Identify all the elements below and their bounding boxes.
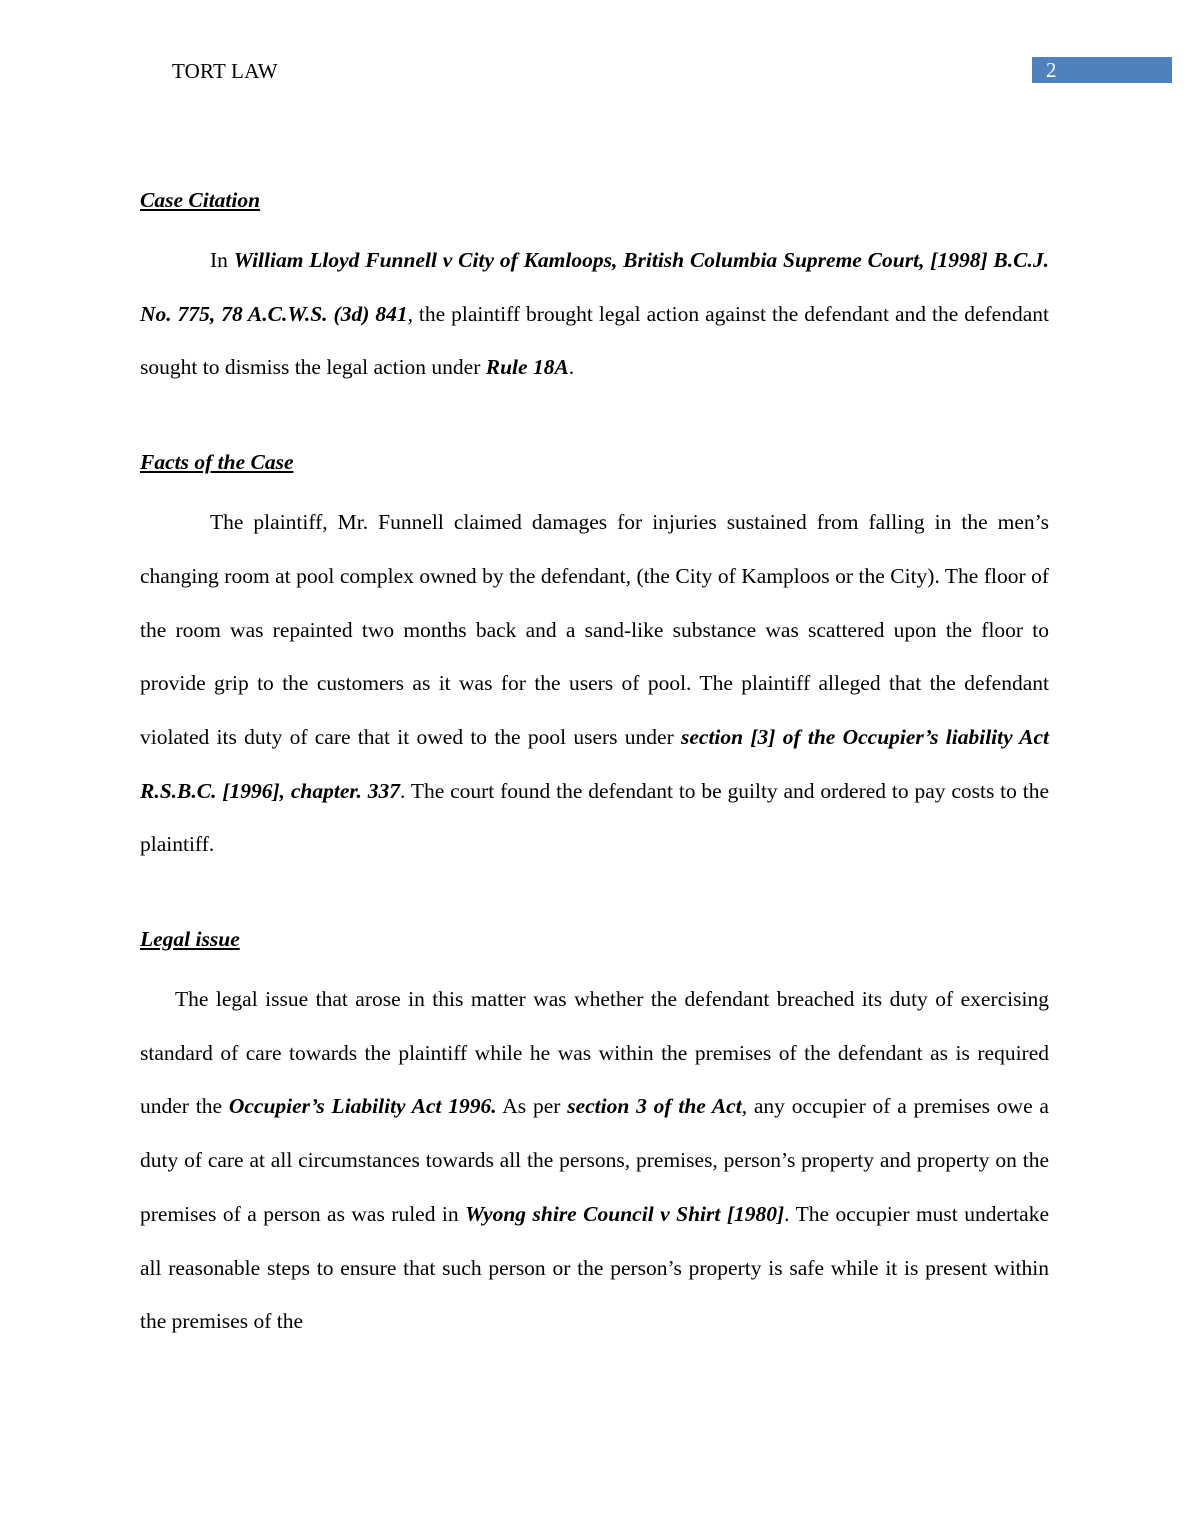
text-run: In: [210, 248, 234, 272]
act-emphasis: Occupier’s Liability Act 1996.: [228, 1094, 497, 1119]
text-run: The plaintiff, Mr. Funnell claimed damages for injuries sustained from falling in the men’s changing room at pool complex owned by the defendant, (the City of Kamploos or the City). The floor of the room was repainted two months back and a sand-like substance was scattered upon the floor to provide grip to the customers as it was for the users of pool. The plaintiff alleged that the defendant violated its duty of care that it owed to the pool users under: [140, 510, 1049, 749]
spacer: [140, 395, 1049, 442]
document-body: [140, 180, 1049, 1349]
text-run: . The occupier must undertake all reasonable steps to ensure that such person or the person’s property is safe while it is present within the premises of the: [140, 1201, 1049, 1334]
spacer: [140, 872, 1049, 919]
text-run: , the plaintiff brought legal action against the defendant and the defendant sought to dismiss the legal action under: [140, 301, 1049, 380]
text-run: .: [568, 355, 575, 380]
section-emphasis: section 3 of the Act: [567, 1094, 742, 1119]
rule-emphasis: Rule 18A: [485, 355, 569, 380]
statute-emphasis: section [3] of the Occupier’s liability Act R.S.B.C. [1996], chapter. 337: [140, 724, 1049, 803]
case-emphasis: Wyong shire Council v Shirt [1980]: [465, 1201, 785, 1226]
text-run: The legal issue that arose in this matter was whether the defendant breached its duty of exercising standard of care towards the plaintiff while he was within the premises of the defendant as is required under the: [140, 987, 1049, 1119]
paragraph-facts: [140, 496, 1049, 872]
text-run: . The court found the defendant to be guilty and ordered to pay costs to the plaintiff.: [140, 778, 1049, 857]
paragraph-legal-issue: [140, 973, 1049, 1349]
page-number-badge: [1032, 57, 1172, 83]
section-heading-legal-issue: Legal issue: [140, 927, 240, 952]
case-name-emphasis: William Lloyd Funnell v City of Kamloops, British Columbia Supreme Court, [1998] B.C.J. No. 775, 78 A.C.W.S. (3d) 841: [140, 248, 1049, 326]
section-heading-case-citation: Case Citation: [140, 188, 261, 212]
running-header-title: TORT LAW: [172, 59, 278, 83]
text-run: , any occupier of a premises owe a duty of care at all circumstances towards all the persons, premises, person’s property and property on the premises of a person as was ruled in: [140, 1094, 1049, 1226]
page-number: 2: [1046, 58, 1057, 82]
text-run: As per: [496, 1094, 568, 1119]
section-heading-facts: Facts of the Case: [140, 450, 294, 475]
paragraph-case-citation: [140, 234, 1049, 395]
